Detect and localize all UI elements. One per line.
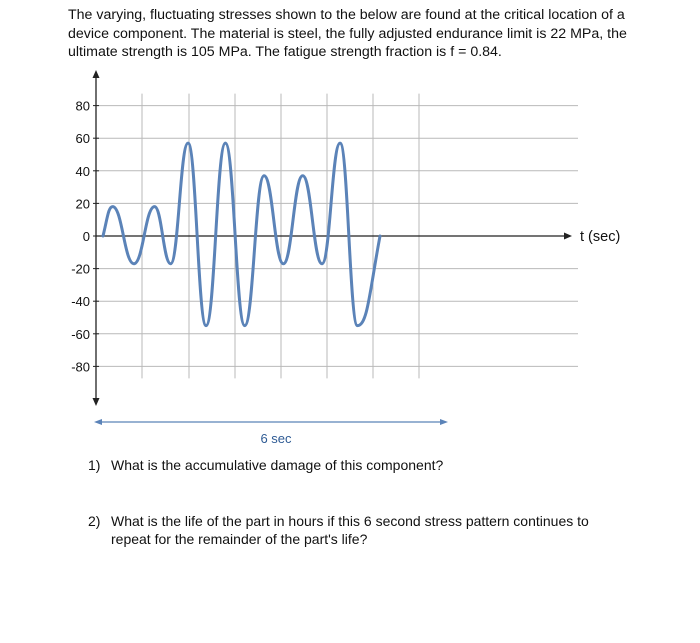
y-tick-label: 80 <box>75 98 90 114</box>
duration-arrow-right <box>440 419 448 425</box>
y-axis-arrow-up <box>93 70 100 78</box>
y-tick-label: -60 <box>71 326 90 342</box>
question-1-number: 1) <box>88 457 101 473</box>
y-tick-label: -20 <box>71 261 90 277</box>
duration-label: 6 sec <box>260 431 292 446</box>
y-tick-label: 60 <box>75 131 90 147</box>
duration-arrow-left <box>94 419 102 425</box>
problem-statement: The varying, fluctuating stresses shown to the below are found at the critical location of a device component. The material is steel, the fully adjusted endurance limit is 22 MPa, the ultimate strength is 105 MPa. The fatigue strength fraction is f = 0.84. <box>68 7 627 60</box>
question-1-text: What is the accumulative damage of this component? <box>111 457 444 473</box>
x-axis-label: t (sec) <box>580 229 621 245</box>
question-2-number: 2) <box>88 513 101 529</box>
y-axis-arrow-down <box>93 398 100 406</box>
y-tick-label: -80 <box>71 359 90 375</box>
question-2-text: What is the life of the part in hours if this 6 second stress pattern continues to repeat for the remainder of the part's life? <box>111 513 589 547</box>
y-tick-labels <box>71 99 99 375</box>
y-tick-label: 20 <box>75 196 90 212</box>
y-tick-label: 0 <box>82 229 90 244</box>
y-tick-label: -40 <box>71 294 90 310</box>
time-axis-arrow <box>564 233 572 240</box>
y-tick-label: 40 <box>75 163 90 179</box>
